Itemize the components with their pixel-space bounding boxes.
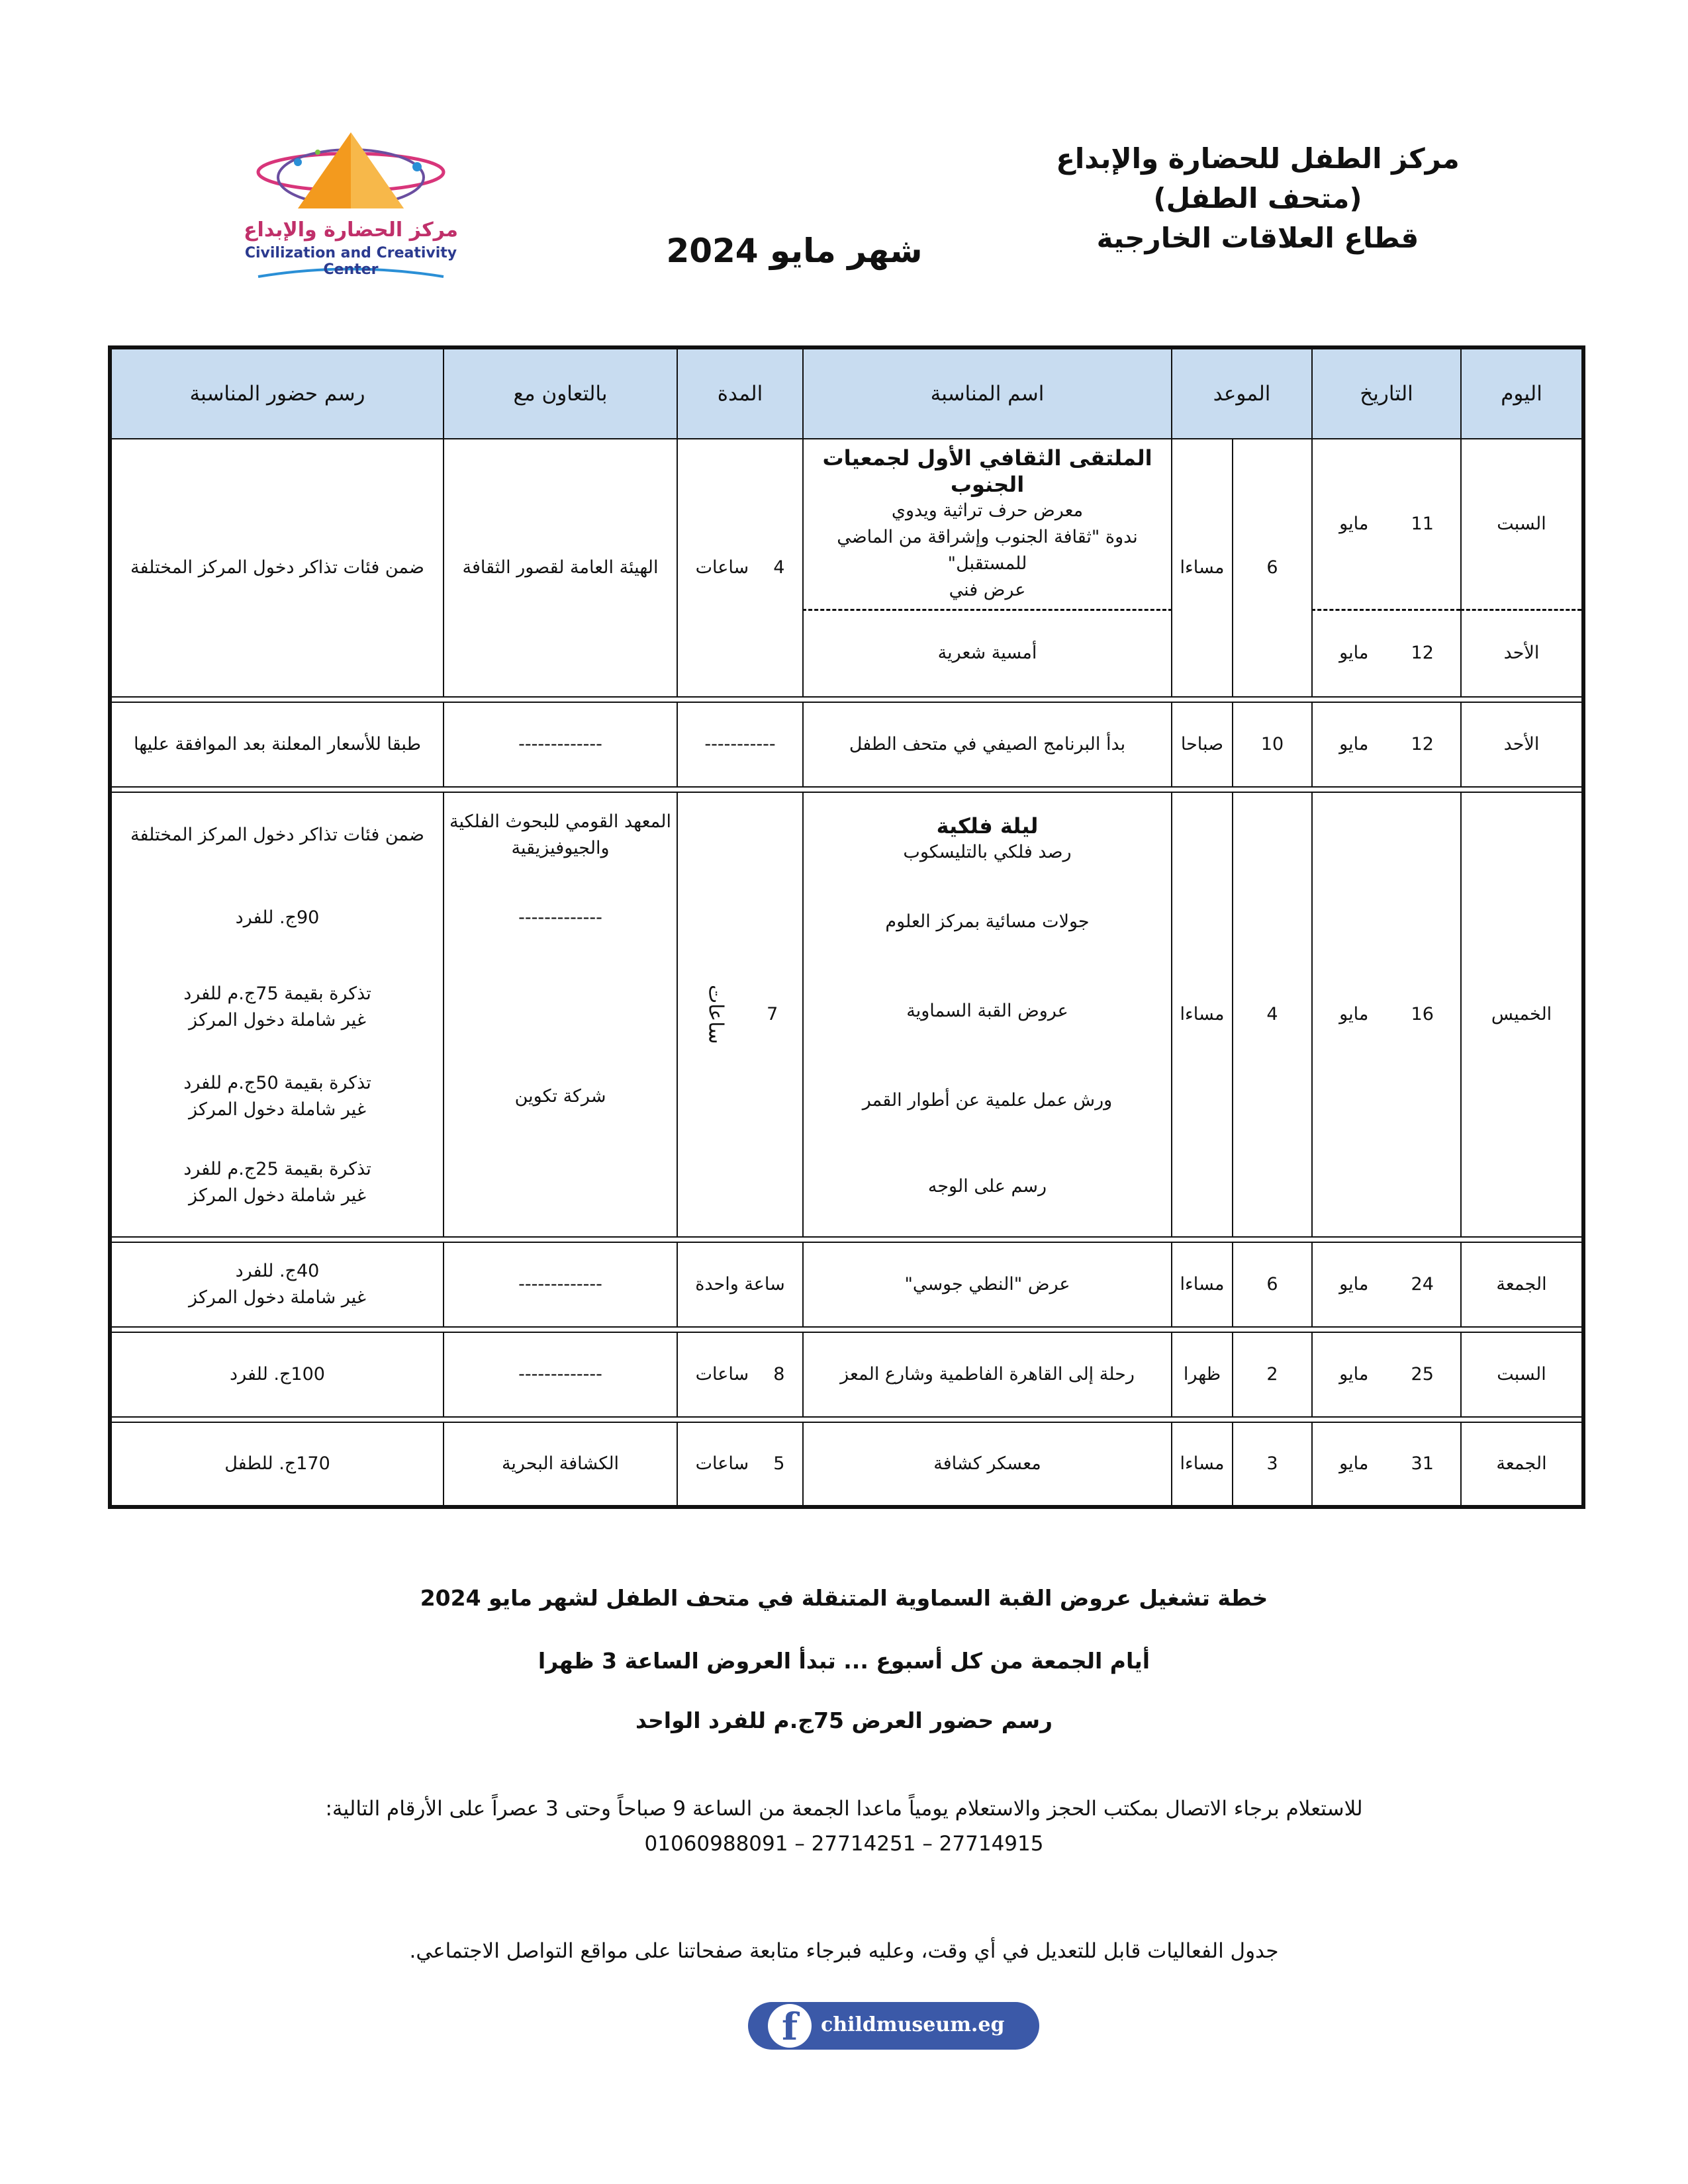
header-duration: المدة [677,347,803,439]
fee-cell: 170ج. للطفل [110,1422,444,1507]
event-cell [803,439,1172,610]
partner-cell: الكشافة البحرية [444,1422,677,1507]
fee-line: تذكرة بقيمة 25ج.م للفرد [183,1159,371,1179]
fee-line: 40ج. للفرد [235,1261,320,1281]
partner-cell [444,792,677,1237]
day-cell: الخميس [1461,792,1583,1237]
duration-cell: ----------- [677,702,803,787]
event-line: عرض فني [949,579,1026,600]
fee-line: غير شاملة دخول المركز [189,1185,366,1206]
fee-line: غير شاملة دخول المركز [189,1287,366,1308]
date-number: 12 [1411,643,1434,664]
duration-unit: ساعات [695,1453,749,1474]
logo-arabic-text: مركز الحضارة والإبداع [244,218,458,242]
duration-cell [677,1422,803,1507]
fee-line: تذكرة بقيمة 75ج.م للفرد [183,983,371,1004]
date-cell [1312,610,1461,697]
partner-cell: ------------- [444,702,677,787]
time-period: ظهرا [1172,1332,1233,1417]
time-number: 4 [1233,792,1312,1237]
duration-number: 4 [773,557,785,578]
planetarium-fee: رسم حضور العرض 75ج.م للفرد الواحد [635,1707,1053,1733]
table-row [110,702,1583,787]
date-cell [1312,1332,1461,1417]
event-cell [803,792,1172,1237]
organization-header [1026,139,1489,258]
org-name: مركز الطفل للحضارة والإبداع [1056,142,1460,175]
date-cell [1312,439,1461,610]
header-time: الموعد [1172,347,1312,439]
time-period: مساءا [1172,439,1233,697]
duration-unit: ساعات [704,985,727,1044]
fee-line: تذكرة بقيمة 50ج.م للفرد [183,1073,371,1093]
time-period: مساءا [1172,1422,1233,1507]
fee-line: غير شاملة دخول المركز [189,1099,366,1120]
page-title: شهر مايو 2024 [666,232,923,270]
day-cell: الجمعة [1461,1422,1583,1507]
fee-cell: 100ج. للفرد [110,1332,444,1417]
table-header-row [110,347,1583,439]
header-partner: بالتعاون مع [444,347,677,439]
partner-line: ------------- [518,907,602,928]
date-number: 31 [1411,1453,1434,1474]
duration-unit: ساعات [695,1364,749,1385]
events-table [108,345,1585,1509]
table-row [110,1332,1583,1417]
duration-cell [677,439,803,697]
duration-number: 7 [767,1004,778,1024]
event-cell: بدأ البرنامج الصيفي في متحف الطفل [803,702,1172,787]
time-period: مساءا [1172,792,1233,1237]
phone-numbers: 01060988091 – 27714251 – 27714915 [644,1832,1044,1856]
event-line: معرض حرف تراثية ويدوي [891,500,1084,521]
event-line: ورش عمل علمية عن أطوار القمر [862,1090,1113,1111]
row-separator [110,1237,1583,1242]
fee-line: 90ج. للفرد [235,907,320,928]
row-separator [110,697,1583,702]
header-day: اليوم [1461,347,1583,439]
partner-line: المعهد القومي للبحوث الفلكية والجيوفيزيقية [449,811,671,858]
logo-english-text: Civilization and Creativity Center [244,245,457,278]
header-date: التاريخ [1312,347,1461,439]
date-month: مايو [1339,734,1369,754]
day-cell: الأحد [1461,702,1583,787]
time-period: مساءا [1172,1242,1233,1327]
day-cell: الجمعة [1461,1242,1583,1327]
event-title: الملتقى الثقافي الأول لجمعيات الجنوب [822,445,1152,497]
table-row [110,792,1583,1237]
time-number: 10 [1233,702,1312,787]
date-month: مايو [1339,1364,1369,1385]
date-cell [1312,702,1461,787]
contact-info: للاستعلام برجاء الاتصال بمكتب الحجز والاستعلام يومياً ماعدا الجمعة من الساعة 9 صباحاً وحتى 3 عصراً على الأرقام التالية: [325,1797,1363,1821]
org-department: قطاع العلاقات الخارجية [1096,222,1419,254]
date-cell [1312,1422,1461,1507]
date-month: مايو [1339,1274,1369,1295]
day-cell: السبت [1461,439,1583,610]
event-cell: أمسية شعرية [803,610,1172,697]
date-month: مايو [1339,1004,1369,1024]
duration-cell: ساعة واحدة [677,1242,803,1327]
event-cell: معسكر كشافة [803,1422,1172,1507]
time-number: 3 [1233,1422,1312,1507]
event-title: ليلة فلكية [936,813,1039,839]
partner-cell: ------------- [444,1242,677,1327]
duration-cell [677,1332,803,1417]
event-line: عروض القبة السماوية [906,1001,1068,1021]
fee-cell: ضمن فئات تذاكر دخول المركز المختلفة [110,439,444,697]
date-number: 11 [1411,513,1434,534]
header-fee: رسم حضور المناسبة [110,347,444,439]
event-cell: عرض "النطي جوسي" [803,1242,1172,1327]
partner-line: شركة تكوين [514,1086,606,1107]
fee-cell: طبقا للأسعار المعلنة بعد الموافقة عليها [110,702,444,787]
event-line: رصد فلكي بالتليسكوب [903,842,1072,862]
event-line: رسم على الوجه [927,1176,1047,1197]
fee-line: غير شاملة دخول المركز [189,1010,366,1030]
partner-cell: الهيئة العامة لقصور الثقافة [444,439,677,697]
time-number: 2 [1233,1332,1312,1417]
date-number: 12 [1411,734,1434,754]
org-subname: (متحف الطفل) [1153,182,1362,214]
fee-line: ضمن فئات تذاكر دخول المركز المختلفة [130,825,424,845]
event-line: جولات مسائية بمركز العلوم [885,911,1090,932]
table-row [110,1422,1583,1507]
date-cell [1312,792,1461,1237]
date-month: مايو [1339,513,1369,534]
row-separator [110,1417,1583,1422]
duration-number: 5 [773,1453,785,1474]
row-separator [110,787,1583,792]
date-cell [1312,1242,1461,1327]
event-cell: رحلة إلى القاهرة الفاطمية وشارع المعز [803,1332,1172,1417]
duration-number: 8 [773,1364,785,1385]
date-month: مايو [1339,1453,1369,1474]
day-cell: الأحد [1461,610,1583,697]
row-separator [110,1327,1583,1332]
table-row [110,439,1583,610]
header-event: اسم المناسبة [803,347,1172,439]
duration-cell [677,792,803,1237]
fee-cell [110,1242,444,1327]
time-number: 6 [1233,439,1312,697]
schedule-disclaimer: جدول الفعاليات قابل للتعديل في أي وقت، وعليه فبرجاء متابعة صفحاتنا على مواقع التواصل الاجتماعي. [409,1939,1279,1963]
event-line: ندوة "ثقافة الجنوب وإشراقة من الماضي للمستقبل" [837,526,1138,574]
facebook-letter: f [781,2005,798,2049]
date-number: 16 [1411,1004,1434,1024]
date-number: 24 [1411,1274,1434,1295]
partner-cell: ------------- [444,1332,677,1417]
planetarium-plan-title: خطة تشغيل عروض القبة السماوية المتنقلة في متحف الطفل لشهر مايو 2024 [420,1585,1268,1611]
date-month: مايو [1339,643,1369,664]
date-number: 25 [1411,1364,1434,1385]
time-number: 6 [1233,1242,1312,1327]
duration-unit: ساعات [695,557,749,578]
planetarium-days: أيام الجمعة من كل أسبوع ... تبدأ العروض الساعة 3 ظهرا [538,1648,1150,1674]
day-cell: السبت [1461,1332,1583,1417]
facebook-handle[interactable]: childmuseum.eg [821,2013,1005,2036]
fee-cell [110,792,444,1237]
table-row [110,1242,1583,1327]
time-period: صباحا [1172,702,1233,787]
